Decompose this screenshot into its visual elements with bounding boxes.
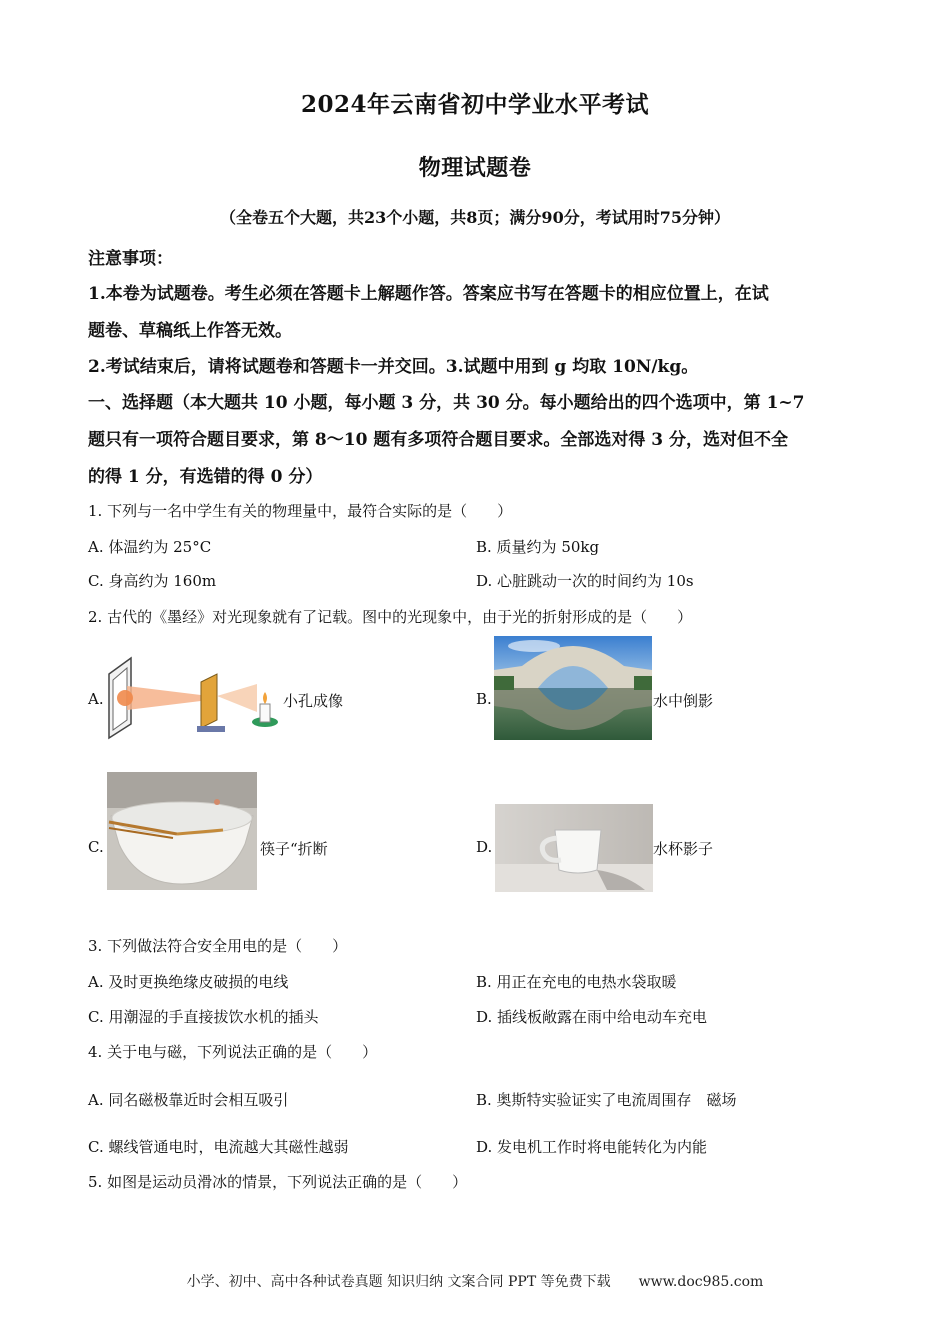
q2-option-a-letter: A. xyxy=(88,690,104,708)
page-footer: 小学、初中、高中各种试卷真题 知识归纳 文案合同 PPT 等免费下载 www.doc985.com xyxy=(186,1274,764,1290)
q2-option-c-text: 筷子“折断 xyxy=(260,840,328,858)
q3-option-c: C. 用潮湿的手直接拔饮水机的插头 xyxy=(88,1008,319,1026)
exam-info: （全卷五个大题，共23个小题，共8页；满分90分，考试用时75分钟） xyxy=(220,208,730,227)
q4-stem: 4. 关于电与磁，下列说法正确的是（ ） xyxy=(88,1043,378,1061)
q1-option-a: A. 体温约为 25°C xyxy=(88,538,212,556)
q1-option-c: C. 身高约为 160m xyxy=(88,572,217,590)
exam-subtitle: 物理试题卷 xyxy=(418,155,532,181)
q4-option-c: C. 螺线管通电时，电流越大其磁性越弱 xyxy=(88,1138,349,1156)
note-1b: 题卷、草稿纸上作答无效。 xyxy=(88,321,292,341)
note-2: 2.考试结束后，请将试题卷和答题卡一并交回。3.试题中用到 g 均取 10N/kg。 xyxy=(88,357,699,377)
q3-stem: 3. 下列做法符合安全用电的是（ ） xyxy=(88,937,348,955)
q3-option-a: A. 及时更换绝缘皮破损的电线 xyxy=(88,973,289,991)
q1-option-d: D. 心脏跳动一次的时间约为 10s xyxy=(476,572,694,590)
pinhole-imaging-figure xyxy=(105,656,280,741)
q2-option-d-letter: D. xyxy=(476,838,493,856)
q1-stem: 1. 下列与一名中学生有关的物理量中，最符合实际的是（ ） xyxy=(88,502,513,520)
q5-stem: 5. 如图是运动员滑冰的情景，下列说法正确的是（ ） xyxy=(88,1173,468,1191)
cup-shadow-photo xyxy=(495,804,653,892)
q3-option-d: D. 插线板敞露在雨中给电动车充电 xyxy=(476,1008,708,1026)
chopsticks-bowl-photo xyxy=(107,772,257,890)
section-1-line-3: 的得 1 分，有选错的得 0 分） xyxy=(88,467,323,487)
q4-option-b: B. 奥斯特实验证实了电流周围存 磁场 xyxy=(476,1091,737,1109)
q2-stem: 2. 古代的《墨经》对光现象就有了记载。图中的光现象中，由于光的折射形成的是（ ） xyxy=(88,608,693,626)
q2-option-c-letter: C. xyxy=(88,838,104,856)
q2-option-b-letter: B. xyxy=(476,690,492,708)
exam-title: 2024年云南省初中学业水平考试 xyxy=(300,91,649,118)
note-1a: 1.本卷为试题卷。考生必须在答题卡上解题作答。答案应书写在答题卡的相应位置上，在试 xyxy=(88,284,769,304)
q3-option-b: B. 用正在充电的电热水袋取暖 xyxy=(476,973,677,991)
section-1-line-2: 题只有一项符合题目要求，第 8～10 题有多项符合题目要求。全部选对得 3 分，选对但不全 xyxy=(88,430,788,450)
q2-option-d-text: 水杯影子 xyxy=(653,840,714,858)
q4-option-d: D. 发电机工作时将电能转化为内能 xyxy=(476,1138,708,1156)
bridge-reflection-photo xyxy=(494,636,652,740)
q2-option-b-text: 水中倒影 xyxy=(653,692,714,710)
q2-option-a-text: 小孔成像 xyxy=(283,692,344,710)
q1-option-b: B. 质量约为 50kg xyxy=(476,538,600,556)
q4-option-a: A. 同名磁极靠近时会相互吸引 xyxy=(88,1091,289,1109)
notes-heading: 注意事项： xyxy=(88,249,173,269)
section-1-line-1: 一、选择题（本大题共 10 小题，每小题 3 分，共 30 分。每小题给出的四个选项中，第 1~7 xyxy=(88,393,805,413)
